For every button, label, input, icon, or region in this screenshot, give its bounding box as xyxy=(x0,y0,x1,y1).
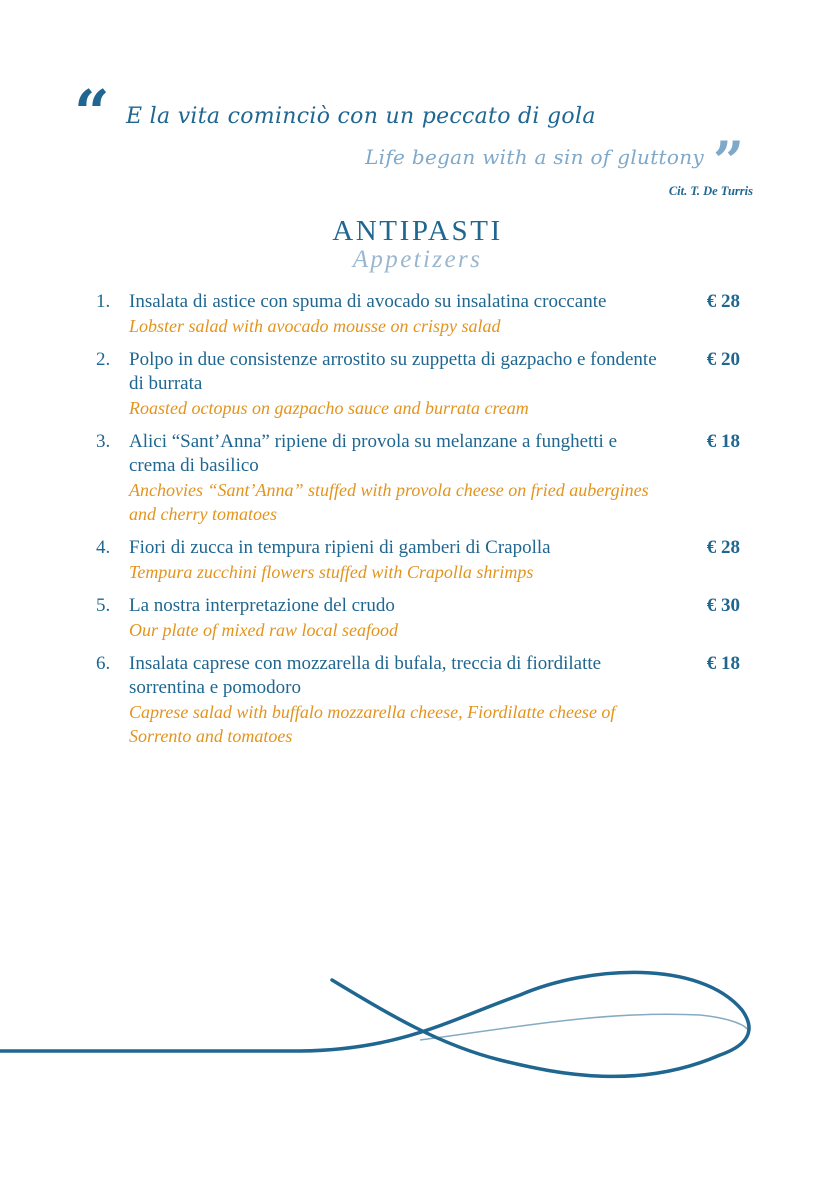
item-description: Tempura zucchini flowers stuffed with Crapolla shrimps xyxy=(129,562,534,582)
section-title: ANTIPASTI xyxy=(332,215,503,247)
menu-item xyxy=(96,536,746,584)
quote-english: Life began with a sin of gluttony xyxy=(365,145,704,169)
item-description: Caprese salad with buffalo mozzarella cheese, Fiordilatte cheese of Sorrento and tomatoes xyxy=(129,702,616,746)
menu-item xyxy=(96,594,746,642)
item-number: 5. xyxy=(96,595,111,616)
item-price: € 28 xyxy=(706,291,740,312)
item-name: Insalata di astice con spuma di avocado su insalatina croccante xyxy=(129,291,607,312)
item-price: € 28 xyxy=(706,537,740,558)
item-price: € 30 xyxy=(706,595,740,616)
menu-item xyxy=(96,348,746,420)
menu-item xyxy=(96,652,746,748)
item-name: Polpo in due consistenze arrostito su zuppetta di gazpacho e fondente di burrata xyxy=(129,349,657,394)
item-number: 3. xyxy=(96,431,111,452)
quote-citation: Cit. T. De Turris xyxy=(668,184,753,198)
section-subtitle: Appetizers xyxy=(352,246,483,273)
quote-italian: E la vita cominciò con un peccato di gola xyxy=(126,104,596,129)
item-description: Roasted octopus on gazpacho sauce and burrata cream xyxy=(129,398,529,418)
item-description: Lobster salad with avocado mousse on crispy salad xyxy=(129,316,501,336)
item-name: Alici “Sant’Anna” ripiene di provola su melanzane a funghetti e crema di basilico xyxy=(129,431,618,476)
item-price: € 18 xyxy=(706,653,740,674)
open-quote-icon: “ xyxy=(74,76,110,149)
menu-list xyxy=(96,290,746,758)
item-number: 6. xyxy=(96,653,111,674)
item-number: 1. xyxy=(96,291,111,312)
item-description: Anchovies “Sant’Anna” stuffed with provola cheese on fried aubergines and cherry tomatoes xyxy=(129,480,649,524)
fish-line xyxy=(0,972,749,1076)
close-quote-icon: ” xyxy=(713,129,745,193)
item-name: La nostra interpretazione del crudo xyxy=(129,595,395,616)
item-number: 4. xyxy=(96,537,111,558)
item-description: Our plate of mixed raw local seafood xyxy=(129,620,398,640)
menu-item xyxy=(96,290,746,338)
item-price: € 20 xyxy=(706,349,740,370)
item-name: Insalata caprese con mozzarella di bufala, treccia di fiordilatte sorrentina e pomodoro xyxy=(129,653,602,698)
fish-line-accent xyxy=(420,1014,748,1040)
item-price: € 18 xyxy=(706,431,740,452)
menu-item xyxy=(96,430,746,526)
item-number: 2. xyxy=(96,349,111,370)
fish-line-icon xyxy=(0,960,839,1120)
item-name: Fiori di zucca in tempura ripieni di gamberi di Crapolla xyxy=(129,537,551,558)
